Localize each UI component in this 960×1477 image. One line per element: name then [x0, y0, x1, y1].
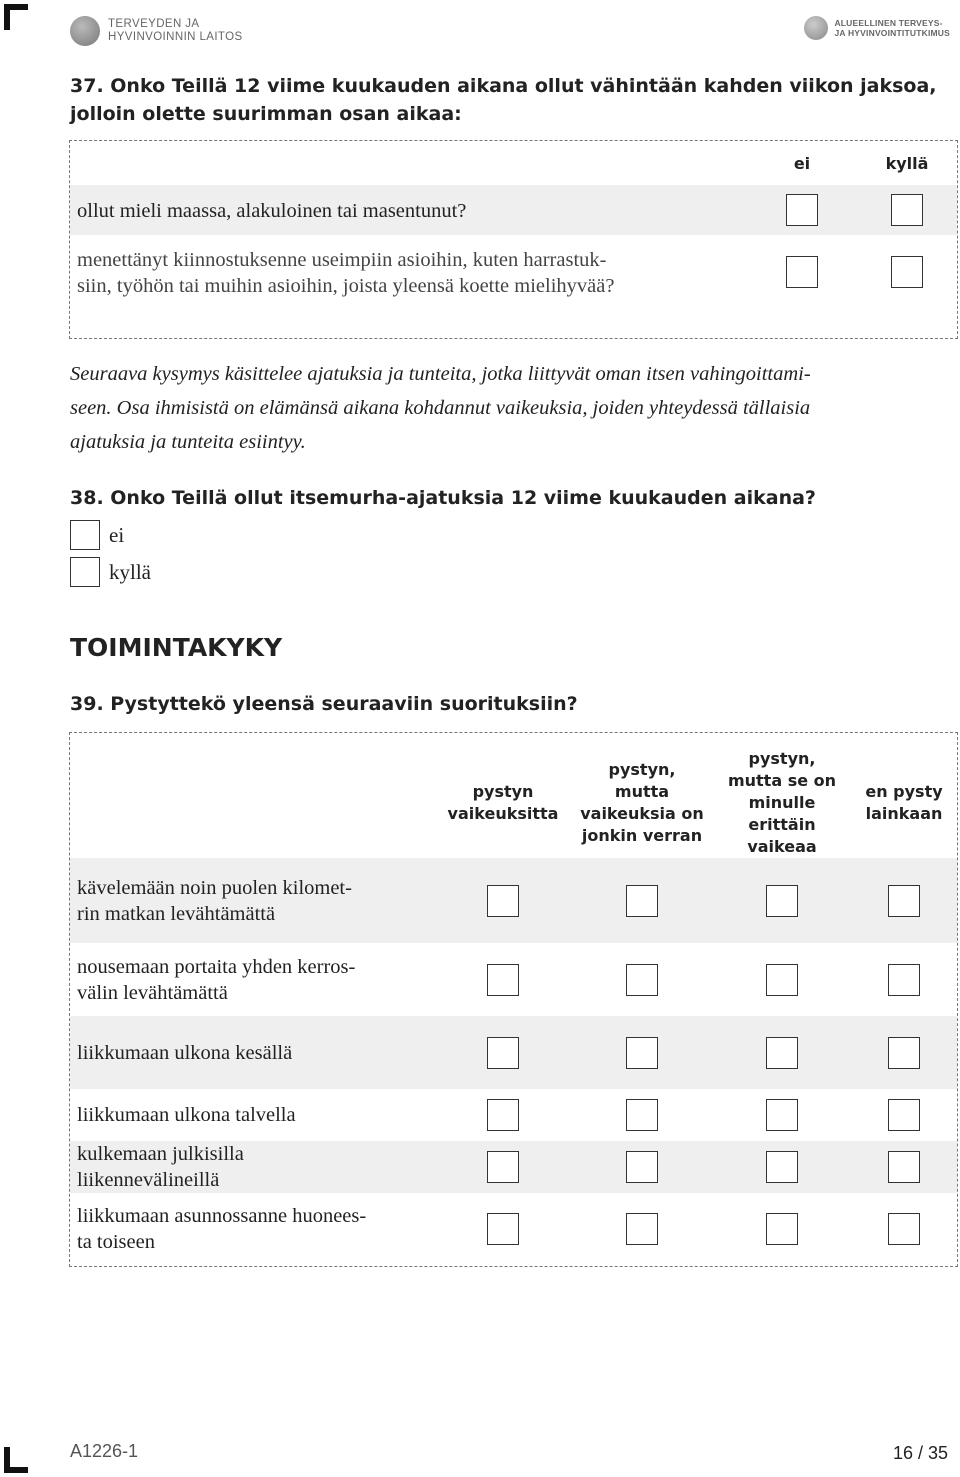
checkbox-option-4[interactable] — [888, 1037, 920, 1069]
column-header-ei: ei — [793, 154, 811, 173]
checkbox-option-2[interactable] — [626, 1151, 658, 1183]
table-row — [70, 185, 957, 235]
table-row — [70, 1016, 957, 1089]
table-row — [70, 1089, 957, 1141]
checkbox-option-1[interactable] — [487, 1213, 519, 1245]
row-label: ollut mieli maassa, alakuloinen tai masentunut? — [77, 200, 467, 222]
logo-text: ALUEELLINEN TERVEYS- — [834, 18, 943, 28]
checkbox-option-1[interactable] — [487, 1037, 519, 1069]
row-label: kävelemään noin puolen kilomet- rin matkan levähtämättä — [77, 877, 352, 925]
checkbox-kylla[interactable] — [891, 194, 923, 226]
question-37-title: 37. Onko Teillä 12 viime kuukauden aikana ollut vähintään kahden viikon jaksoa, jolloin olette suurimman osan aikaa: — [70, 75, 937, 125]
checkbox-ei[interactable] — [786, 194, 818, 226]
checkbox-option-3[interactable] — [766, 1151, 798, 1183]
table-row — [70, 943, 957, 1016]
checkbox-option-3[interactable] — [766, 1037, 798, 1069]
row-label: liikkumaan ulkona talvella — [77, 1104, 296, 1126]
ath-logo — [804, 16, 950, 40]
checkbox-option-2[interactable] — [626, 964, 658, 996]
crop-mark-top-left — [4, 4, 10, 30]
option-kylla[interactable] — [70, 557, 151, 587]
checkbox-ei[interactable] — [786, 256, 818, 288]
row-label: liikkumaan ulkona kesällä — [77, 1042, 293, 1064]
column-header: pystyn vaikeuksitta — [447, 782, 559, 823]
logo-text: TERVEYDEN JA — [108, 18, 200, 30]
checkbox-option-4[interactable] — [888, 964, 920, 996]
option-label: kyllä — [109, 559, 151, 584]
row-label: menettänyt kiinnostuksenne useimpiin asioihin, kuten harrastuk- siin, työhön tai muihin asioihin, joista yleensä koette mielihyvää? — [77, 249, 615, 297]
checkbox-option-1[interactable] — [487, 1099, 519, 1131]
column-header: pystyn, mutta vaikeuksia on jonkin verran — [580, 760, 704, 845]
logo-text: JA HYVINVOINTITUTKIMUS — [834, 28, 950, 38]
checkbox-option-4[interactable] — [888, 885, 920, 917]
crop-mark-bottom-left — [4, 1467, 28, 1473]
section-title: TOIMINTAKYKY — [70, 633, 283, 662]
checkbox-option-1[interactable] — [487, 964, 519, 996]
checkbox-option-2[interactable] — [626, 1037, 658, 1069]
checkbox-option-2[interactable] — [626, 1213, 658, 1245]
table-row — [70, 1141, 957, 1193]
page-number: 16 / 35 — [892, 1443, 948, 1463]
logo-text: HYVINVOINNIN LAITOS — [108, 31, 243, 43]
form-code: A1226-1 — [70, 1441, 139, 1461]
checkbox-option-3[interactable] — [766, 964, 798, 996]
question-39-title: 39. Pystyttekö yleensä seuraaviin suorituksiin? — [70, 693, 578, 715]
ath-emblem-icon — [804, 16, 828, 40]
question-38-title: 38. Onko Teillä ollut itsemurha-ajatuksia 12 viime kuukauden aikana? — [70, 487, 816, 509]
checkbox-option-2[interactable] — [626, 1099, 658, 1131]
row-label: nousemaan portaita yhden kerros- välin levähtämättä — [77, 956, 356, 1004]
checkbox-option-4[interactable] — [888, 1213, 920, 1245]
checkbox-option-3[interactable] — [766, 1213, 798, 1245]
checkbox-ei[interactable] — [70, 520, 100, 550]
checkbox-option-3[interactable] — [766, 885, 798, 917]
option-label: ei — [109, 522, 125, 547]
column-header: pystyn, mutta se on minulle erittäin vaikeaa — [727, 749, 837, 856]
row-label: kulkemaan julkisilla liikennevälineillä — [77, 1143, 244, 1191]
thl-logo — [70, 16, 243, 46]
checkbox-option-2[interactable] — [626, 885, 658, 917]
table-row — [70, 1193, 957, 1265]
thl-emblem-icon — [70, 16, 100, 46]
option-ei[interactable] — [70, 520, 124, 550]
checkbox-option-1[interactable] — [487, 885, 519, 917]
row-label: liikkumaan asunnossanne huonees- ta toiseen — [77, 1205, 367, 1253]
checkbox-option-4[interactable] — [888, 1099, 920, 1131]
column-header: en pysty lainkaan — [865, 782, 943, 823]
checkbox-option-1[interactable] — [487, 1151, 519, 1183]
checkbox-kylla[interactable] — [70, 557, 100, 587]
table-row — [70, 235, 957, 335]
question-39-grid — [69, 732, 958, 1267]
column-header-kylla: kyllä — [885, 154, 929, 173]
question-37-grid — [69, 140, 958, 339]
checkbox-kylla[interactable] — [891, 256, 923, 288]
checkbox-option-3[interactable] — [766, 1099, 798, 1131]
checkbox-option-4[interactable] — [888, 1151, 920, 1183]
intro-paragraph: Seuraava kysymys käsittelee ajatuksia ja tunteita, jotka liittyvät oman itsen vahingoittami- seen. Osa ihmisistä on elämänsä aikana kohdannut vaikeuksia, joiden yhteydessä tällaisia ajatuksia ja tunteita esiintyy. — [70, 363, 811, 453]
table-row — [70, 858, 957, 943]
